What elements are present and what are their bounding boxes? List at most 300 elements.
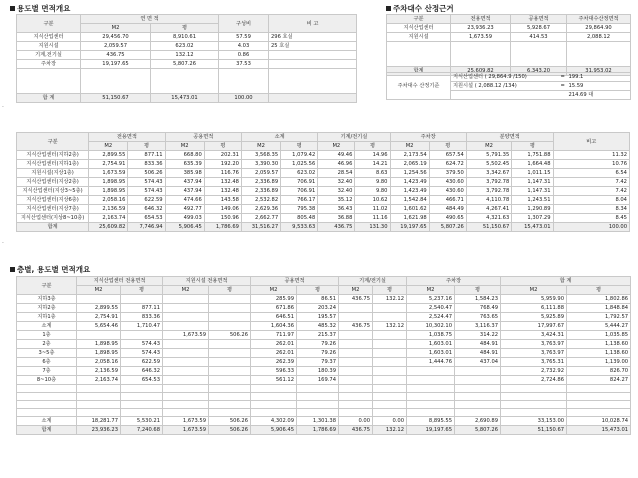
table-cell <box>407 376 455 385</box>
parking-table <box>386 14 631 76</box>
table-cell: 1,011.15 <box>512 169 553 178</box>
table-cell <box>77 295 121 304</box>
table-cell: 4,110.78 <box>466 196 511 205</box>
table-cell: 9,533.63 <box>281 223 318 232</box>
table-cell: 7.42 <box>553 178 629 187</box>
table-cell: 3,116.37 <box>455 322 501 331</box>
table-row <box>17 322 631 331</box>
row-label: 지식산업센터(지상3~5층) <box>17 187 89 196</box>
table-cell: 711.97 <box>251 331 297 340</box>
table-cell: 1,307.29 <box>512 214 553 223</box>
table-row <box>17 340 631 349</box>
table-cell: 3,765.31 <box>501 358 567 367</box>
table-cell: 79.26 <box>297 349 339 358</box>
table-cell: 436.75 <box>318 223 355 232</box>
table-cell: 10.76 <box>553 160 629 169</box>
table-cell: 561.12 <box>251 376 297 385</box>
table-cell <box>373 376 407 385</box>
header-common: 공용면적 <box>251 277 339 286</box>
table-cell: 574.43 <box>128 178 165 187</box>
table-row <box>17 295 631 304</box>
table-cell <box>339 340 373 349</box>
table-cell: 9.80 <box>355 178 390 187</box>
table-cell: 7.42 <box>553 187 629 196</box>
table-cell: 32.40 <box>318 178 355 187</box>
table-cell: 574.43 <box>121 340 163 349</box>
table-cell: 1,898.95 <box>89 187 128 196</box>
table-cell: 2,899.55 <box>89 151 128 160</box>
table-cell: 51,150.67 <box>501 426 567 435</box>
table-cell: 5,654.46 <box>77 322 121 331</box>
table-cell: 4,267.41 <box>466 205 511 214</box>
table-cell: 49.46 <box>318 151 355 160</box>
table-cell: 19,197.65 <box>390 223 429 232</box>
table-cell <box>163 367 209 376</box>
table-cell: 28.54 <box>318 169 355 178</box>
table-row: 지식산업센터 29,456.70 8,910.61 57.59 296 호실 <box>17 33 357 42</box>
margin-mark: - <box>2 240 4 246</box>
table-cell: 3,763.97 <box>501 340 567 349</box>
table-cell: 766.17 <box>281 196 318 205</box>
table-row-blank <box>17 385 631 393</box>
floor-area-table: 구분 지식산업센터 전용면적 지원시설 전용면적 공용면적 기계/전기실 주차장 합 계 M2 평 M2 평 M2 평 M2 평 M2 평 M2 평 지하3층 285.99 86.51 436.75 132.12 5,237.16 1,584.23 5,959.90 1,802.86 지하2층 2,899.55 877.11 671.86 203.24 2,540.47 768.49 6,111.88 1,848.84 지하1층 2,754.91 833.36 646.51 195.57 2,524.47 763.65 5,925.89 1,792.57 소계 5,654.46 1,710.47 1,604.36 485.32 436.75 132.12 10,302.10 3,116.37 17,997.67 5,444.27 1층 1,673.59 506.26 711.97 215.37 1,038.75 314.22 3,424.31 1,035.85 2층 1,898.95 574.43 262.01 79.26 1,603.01 484.91 3,763.97 1,138.60 3~5층 1,898.95 574.43 262.01 79.26 1,603.01 484.91 3,763.97 1,138.60 6층 2,058.16 622.59 262.39 79.37 1,444.76 437.04 3,765.31 1,139.00 7층 2,136.59 646.32 596.33 180.39 2,732.92 826.70 8~10층 2,163.74 654.53 561.12 169.74 2,724.86 824.27 소계 18,281.77 5,530.21 1,673.59 506.26 4,302.09 1,301.38 0.00 0.00 8,895.55 2,690.89 33,153.00 10,028.74 합계 23,936.23 7,240.68 1,673.59 506.26 5,906.45 1,786.69 436.75 132.12 19,197.65 5,807.26 51,150.67 15,473.01 <box>16 276 631 435</box>
table-cell <box>163 295 209 304</box>
table-row: 주차장 19,197.65 5,807.26 37.53 <box>17 60 357 69</box>
square-bullet-icon <box>386 6 391 11</box>
table-cell: 143.58 <box>204 196 241 205</box>
row-label: 1층 <box>17 331 77 340</box>
table-cell: 132.48 <box>204 178 241 187</box>
table-cell <box>373 313 407 322</box>
table-cell: 132.48 <box>204 187 241 196</box>
table-cell: 5,530.21 <box>121 417 163 426</box>
table-cell: 8.63 <box>355 169 390 178</box>
table-row <box>17 187 630 196</box>
section-title-use-area: 용도별 면적개요 <box>10 4 70 13</box>
table-cell: 5,807.26 <box>429 223 466 232</box>
table-cell: 1,542.84 <box>390 196 429 205</box>
table-cell: 385.98 <box>165 169 204 178</box>
table-cell: 506.26 <box>209 417 251 426</box>
table-cell: 437.94 <box>165 178 204 187</box>
table-cell: 485.32 <box>297 322 339 331</box>
table-cell <box>373 331 407 340</box>
table-cell: 706.91 <box>281 187 318 196</box>
table-cell: 635.39 <box>165 160 204 169</box>
table-cell: 877.11 <box>121 304 163 313</box>
table-cell: 132.12 <box>373 322 407 331</box>
table-cell: 285.99 <box>251 295 297 304</box>
table-cell: 2,662.77 <box>241 214 280 223</box>
table-cell: 2,058.16 <box>77 358 121 367</box>
table-cell: 4,302.09 <box>251 417 297 426</box>
table-cell: 33,153.00 <box>501 417 567 426</box>
row-label: 지하1층 <box>17 313 77 322</box>
table-cell: 1,138.60 <box>567 349 631 358</box>
table-cell: 6,111.88 <box>501 304 567 313</box>
table-cell: 484.49 <box>429 205 466 214</box>
table-cell: 2,524.47 <box>407 313 455 322</box>
header-note: 비 고 <box>269 15 357 33</box>
table-cell: 1,243.51 <box>512 196 553 205</box>
table-cell: 1,025.56 <box>281 160 318 169</box>
header-support: 지원시설 전용면적 <box>163 277 251 286</box>
table-row <box>17 205 630 214</box>
table-row: 지식산업센터 23,936.23 5,928.67 29,864.90 <box>387 24 631 33</box>
table-cell: 3,792.78 <box>466 187 511 196</box>
header-area: 연 면 적 <box>81 15 219 24</box>
header-ratio: 구성비 <box>219 15 269 33</box>
header-mech: 기계/전기실 <box>318 133 390 142</box>
table-cell: 132.12 <box>373 295 407 304</box>
header-parking: 주차장 <box>407 277 501 286</box>
table-cell: 877.11 <box>128 151 165 160</box>
table-cell: 14.21 <box>355 160 390 169</box>
table-row <box>17 178 630 187</box>
table-cell: 1,038.75 <box>407 331 455 340</box>
row-label: 지하3층 <box>17 295 77 304</box>
table-cell: 36.43 <box>318 205 355 214</box>
table-cell: 262.01 <box>251 340 297 349</box>
table-row <box>17 169 630 178</box>
table-cell <box>339 376 373 385</box>
table-cell <box>209 349 251 358</box>
table-row-blank <box>387 42 631 67</box>
table-cell <box>373 367 407 376</box>
table-cell <box>407 367 455 376</box>
table-cell: 5,925.89 <box>501 313 567 322</box>
table-row <box>17 214 630 223</box>
table-cell: 215.37 <box>297 331 339 340</box>
row-label: 소계 <box>17 322 77 331</box>
table-cell: 574.43 <box>128 187 165 196</box>
section-title-floor-area: 층별, 용도별 면적개요 <box>10 265 90 274</box>
table-row <box>17 151 630 160</box>
table-row-blank <box>17 409 631 417</box>
table-cell: 1,301.38 <box>297 417 339 426</box>
header-category: 구분 <box>17 15 81 33</box>
table-cell: 1,423.49 <box>390 178 429 187</box>
table-cell: 2,532.82 <box>241 196 280 205</box>
table-cell: 86.51 <box>297 295 339 304</box>
table-cell: 437.04 <box>455 358 501 367</box>
table-cell: 2,690.89 <box>455 417 501 426</box>
table-cell: 149.06 <box>204 205 241 214</box>
table-row <box>17 417 631 426</box>
table-cell: 706.91 <box>281 178 318 187</box>
table-cell: 490.65 <box>429 214 466 223</box>
table-cell: 574.43 <box>121 349 163 358</box>
table-cell: 8.45 <box>553 214 629 223</box>
table-cell: 622.59 <box>128 196 165 205</box>
table-row-blank <box>17 69 357 94</box>
table-cell: 1,802.86 <box>567 295 631 304</box>
row-label: 합계 <box>17 223 89 232</box>
table-cell: 3,792.78 <box>466 178 511 187</box>
table-cell: 671.86 <box>251 304 297 313</box>
row-label: 지식산업센터(지상8~10층) <box>17 214 89 223</box>
header-category: 구분 <box>17 277 77 295</box>
table-cell: 132.12 <box>373 426 407 435</box>
table-cell: 3,763.97 <box>501 349 567 358</box>
table-cell: 1,079.42 <box>281 151 318 160</box>
table-cell: 195.57 <box>297 313 339 322</box>
table-cell <box>339 331 373 340</box>
table-row-total: 합 계 51,150.67 15,473.01 100.00 <box>17 94 357 103</box>
calc-total-row: 214.69 대 <box>387 91 631 100</box>
table-cell: 795.38 <box>281 205 318 214</box>
table-cell: 1,898.95 <box>77 340 121 349</box>
table-cell <box>121 295 163 304</box>
table-cell: 430.60 <box>429 178 466 187</box>
table-row <box>17 196 630 205</box>
table-cell: 622.59 <box>121 358 163 367</box>
table-cell <box>339 304 373 313</box>
table-cell: 826.70 <box>567 367 631 376</box>
table-cell: 3,390.30 <box>241 160 280 169</box>
table-cell <box>163 340 209 349</box>
table-cell: 1,603.01 <box>407 349 455 358</box>
table-cell: 2,754.91 <box>89 160 128 169</box>
table-cell: 18,281.77 <box>77 417 121 426</box>
table-cell: 7,240.68 <box>121 426 163 435</box>
table-cell: 1,584.23 <box>455 295 501 304</box>
table-cell: 36.88 <box>318 214 355 223</box>
table-cell: 646.32 <box>121 367 163 376</box>
table-cell: 1,290.89 <box>512 205 553 214</box>
table-cell: 596.33 <box>251 367 297 376</box>
table-cell: 9.80 <box>355 187 390 196</box>
table-cell <box>209 340 251 349</box>
table-row: 기계,전기실 436.75 132.12 0.86 <box>17 51 357 60</box>
table-cell: 1,664.48 <box>512 160 553 169</box>
header-total: 합 계 <box>501 277 631 286</box>
table-cell: 2,173.54 <box>390 151 429 160</box>
square-bullet-icon <box>10 267 15 272</box>
table-cell <box>209 376 251 385</box>
table-cell: 506.26 <box>209 331 251 340</box>
header-pyeong: 평 <box>151 24 219 33</box>
table-cell: 17,997.67 <box>501 322 567 331</box>
table-cell: 379.50 <box>429 169 466 178</box>
table-cell <box>163 358 209 367</box>
table-cell: 1,673.59 <box>163 417 209 426</box>
table-row: 지원시설 1,673.59 414.53 2,088.12 <box>387 33 631 42</box>
table-cell: 6.54 <box>553 169 629 178</box>
row-label: 7층 <box>17 367 77 376</box>
section-title-parking: 주차대수 산정근거 <box>386 4 454 13</box>
table-cell: 436.75 <box>339 295 373 304</box>
table-cell: 2,724.86 <box>501 376 567 385</box>
table-cell: 668.80 <box>165 151 204 160</box>
table-cell: 32.40 <box>318 187 355 196</box>
table-cell: 1,603.01 <box>407 340 455 349</box>
table-cell <box>77 331 121 340</box>
table-cell: 2,336.89 <box>241 178 280 187</box>
table-cell: 474.66 <box>165 196 204 205</box>
table-cell: 19,197.65 <box>407 426 455 435</box>
table-cell: 0.00 <box>373 417 407 426</box>
row-label: 지식산업센터(지상6층) <box>17 196 89 205</box>
table-cell: 492.77 <box>165 205 204 214</box>
table-cell <box>163 313 209 322</box>
table-cell: 1,147.31 <box>512 187 553 196</box>
table-cell: 466.71 <box>429 196 466 205</box>
table-cell: 3,342.67 <box>466 169 511 178</box>
table-cell <box>373 340 407 349</box>
table-cell: 0.00 <box>339 417 373 426</box>
table-row <box>17 376 631 385</box>
table-cell: 646.32 <box>128 205 165 214</box>
table-cell: 116.76 <box>204 169 241 178</box>
table-cell: 1,604.36 <box>251 322 297 331</box>
header-common: 공용면적 <box>165 133 241 142</box>
header-category: 구분 <box>387 15 451 24</box>
table-cell <box>209 358 251 367</box>
table-cell: 8.04 <box>553 196 629 205</box>
table-cell: 5,502.45 <box>466 160 511 169</box>
table-cell: 2,540.47 <box>407 304 455 313</box>
table-cell: 192.20 <box>204 160 241 169</box>
row-label: 합계 <box>17 426 77 435</box>
table-row <box>17 367 631 376</box>
table-cell: 150.96 <box>204 214 241 223</box>
table-cell: 1,035.85 <box>567 331 631 340</box>
table-cell: 15,473.01 <box>512 223 553 232</box>
table-cell <box>339 313 373 322</box>
table-cell: 624.72 <box>429 160 466 169</box>
table-row <box>17 331 631 340</box>
row-label: 6층 <box>17 358 77 367</box>
table-cell: 654.53 <box>128 214 165 223</box>
table-cell: 5,791.35 <box>466 151 511 160</box>
row-label: 지식산업센터(지상2층) <box>17 178 89 187</box>
table-cell <box>209 295 251 304</box>
header-category: 구분 <box>17 133 89 151</box>
table-cell: 2,065.19 <box>390 160 429 169</box>
table-cell: 763.65 <box>455 313 501 322</box>
table-cell: 25,609.82 <box>89 223 128 232</box>
table-cell: 768.49 <box>455 304 501 313</box>
header-floor: 전용면적 <box>89 133 165 142</box>
table-cell: 5,444.27 <box>567 322 631 331</box>
calc-row: 주차대수 산정기준 지식산업센터 ( 29,864.9 /150) = 199.1 <box>387 73 631 82</box>
table-row-blank <box>17 401 631 409</box>
table-cell: 35.12 <box>318 196 355 205</box>
table-cell: 1,848.84 <box>567 304 631 313</box>
table-cell: 10.62 <box>355 196 390 205</box>
table-cell: 2,629.36 <box>241 205 280 214</box>
table-cell <box>163 304 209 313</box>
table-cell: 262.39 <box>251 358 297 367</box>
table-cell: 131.30 <box>355 223 390 232</box>
table-row-total <box>17 223 630 232</box>
table-cell: 202.31 <box>204 151 241 160</box>
table-cell: 180.39 <box>297 367 339 376</box>
table-cell <box>209 304 251 313</box>
table-cell: 1,751.88 <box>512 151 553 160</box>
table-cell: 5,807.26 <box>455 426 501 435</box>
header-mech: 기계/전기실 <box>339 277 407 286</box>
table-row <box>17 313 631 322</box>
table-cell: 11.02 <box>355 205 390 214</box>
table-cell: 8,895.55 <box>407 417 455 426</box>
table-cell: 2,058.16 <box>89 196 128 205</box>
row-label: 지하2층 <box>17 304 77 313</box>
table-cell <box>455 376 501 385</box>
row-label: 2층 <box>17 340 77 349</box>
table-cell: 1,673.59 <box>163 426 209 435</box>
table-cell: 1,601.62 <box>390 205 429 214</box>
table-cell: 2,136.59 <box>89 205 128 214</box>
table-cell <box>339 358 373 367</box>
table-row <box>17 358 631 367</box>
header-m2: M2 <box>81 24 151 33</box>
table-cell <box>455 367 501 376</box>
table-cell: 1,673.59 <box>163 331 209 340</box>
table-cell: 2,163.74 <box>77 376 121 385</box>
use-area-table <box>16 14 357 103</box>
row-label: 지식산업센터(지하2층) <box>17 151 89 160</box>
table-cell: 484.91 <box>455 340 501 349</box>
header-subtotal: 소계 <box>241 133 317 142</box>
table-cell: 824.27 <box>567 376 631 385</box>
table-cell <box>209 313 251 322</box>
margin-mark: - <box>2 104 4 110</box>
table-cell <box>209 367 251 376</box>
table-row-blank <box>17 393 631 401</box>
table-cell: 10,302.10 <box>407 322 455 331</box>
table-cell <box>121 331 163 340</box>
header-calc-area: 주차대수산정면적 <box>567 15 631 24</box>
row-label: 3~5층 <box>17 349 77 358</box>
row-label: 소계 <box>17 417 77 426</box>
row-label: 지식산업센터(지하1층) <box>17 160 89 169</box>
table-cell: 51,150.67 <box>466 223 511 232</box>
table-cell <box>163 349 209 358</box>
table-cell: 1,898.95 <box>77 349 121 358</box>
row-label: 8~10층 <box>17 376 77 385</box>
table-cell: 1,254.56 <box>390 169 429 178</box>
table-row-total: 합계 25,609.82 6,343.20 31,953.02 <box>387 67 631 76</box>
table-row <box>17 304 631 313</box>
table-cell: 2,754.91 <box>77 313 121 322</box>
detail-area-table: 구분 전용면적 공용면적 소계 기계/전기실 주차장 분양면적 비고 M2 평 M2 평 M2 평 M2 평 M2 평 M2 평 지식산업센터(지하2층) 2,899.55 877.11 668.80 202.31 3,568.35 1,079.42 49.46 14.96 2,173.54 657.54 5,791.35 1,751.88 11.32 지식산업센터(지하1층) 2,754.91 833.36 635.39 192.20 3,390.30 1,025.56 46.96 14.21 2,065.19 624.72 5,502.45 1,664.48 10.76 지원시설(지상1층) 1,673.59 506.26 385.98 116.76 2,059.57 623.02 28.54 8.63 1,254.56 379.50 3,342.67 1,011.15 6.54 지식산업센터(지상2층) 1,898.95 574.43 437.94 132.48 2,336.89 706.91 32.40 9.80 1,423.49 430.60 3,792.78 1,147.31 7.42 지식산업센터(지상3~5층) 1,898.95 574.43 437.94 132.48 2,336.89 706.91 32.40 9.80 1,423.49 430.60 3,792.78 1,147.31 7.42 지식산업센터(지상6층) 2,058.16 622.59 474.66 143.58 2,532.82 766.17 35.12 10.62 1,542.84 466.71 4,110.78 1,243.51 8.04 지식산업센터(지상7층) 2,136.59 646.32 492.77 149.06 2,629.36 795.38 36.43 11.02 1,601.62 484.49 4,267.41 1,290.89 8.34 지식산업센터(지상8~10층) 2,163.74 654.53 499.03 150.96 2,662.77 805.48 36.88 11.16 1,621.98 490.65 4,321.63 1,307.29 8.45 합계 25,609.82 7,746.94 5,906.45 1,786.69 31,516.27 9,533.63 436.75 131.30 19,197.65 5,807.26 51,150.67 15,473.01 100.00 <box>16 132 630 232</box>
table-cell: 430.60 <box>429 187 466 196</box>
table-cell: 657.54 <box>429 151 466 160</box>
header-common-area: 공용면적 <box>511 15 567 24</box>
table-cell: 1,792.57 <box>567 313 631 322</box>
table-cell: 3,568.35 <box>241 151 280 160</box>
table-cell: 262.01 <box>251 349 297 358</box>
table-cell: 1,147.31 <box>512 178 553 187</box>
table-cell: 8.34 <box>553 205 629 214</box>
table-cell: 314.22 <box>455 331 501 340</box>
table-cell: 79.37 <box>297 358 339 367</box>
calc-row: 지원시설 ( 2,088.12 /134) = 15.59 <box>387 82 631 91</box>
table-cell: 10,028.74 <box>567 417 631 426</box>
table-cell: 79.26 <box>297 340 339 349</box>
table-cell: 1,898.95 <box>89 178 128 187</box>
table-cell: 169.74 <box>297 376 339 385</box>
table-cell: 5,237.16 <box>407 295 455 304</box>
table-cell: 1,621.98 <box>390 214 429 223</box>
table-cell: 2,163.74 <box>89 214 128 223</box>
table-cell <box>373 304 407 313</box>
table-cell: 15,473.01 <box>567 426 631 435</box>
table-cell: 646.51 <box>251 313 297 322</box>
table-cell: 5,959.90 <box>501 295 567 304</box>
